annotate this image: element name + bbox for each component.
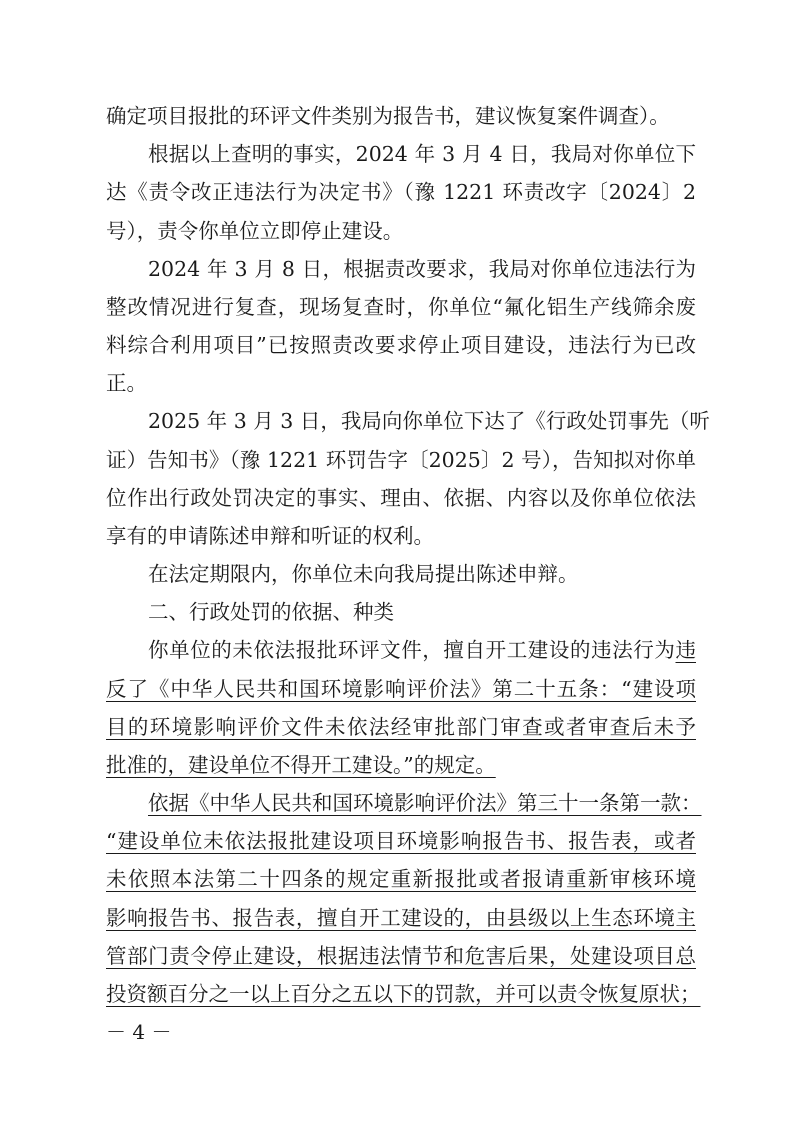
text-line: 整改情况进行复查，现场复查时，你单位“氟化铝生产线筛余废 [106,295,696,319]
text-line [106,862,696,896]
text-line: 2025 年 3 月 3 日，我局向你单位下达了《行政处罚事先（听 [148,409,710,433]
page-number: － 4 － [106,1020,172,1044]
text-line: 享有的申请陈述申辩和听证的权利。 [106,524,434,548]
text-line: 证）告知书》（豫 1221 环罚告字〔2025〕2 号），告知拟对你单 [106,448,696,472]
underlined-text: 反了《中华人民共和国环境影响评价法》第二十五条：“建设项 [106,677,696,701]
underlined-text: 未依照本法第二十四条的规定重新报批或者报请重新审核环境 [106,867,696,891]
text-line: 料综合利用项目”已按照责改要求停止项目建设，违法行为已改 [106,333,696,357]
underlined-text: 管部门责令停止建设，根据违法情节和危害后果，处建设项目总 [106,944,696,968]
text-line [106,824,696,858]
underlined-text: 违 [675,638,696,662]
underlined-text: 依据《中华人民共和国环境影响评价法》第三十一条第一款： [148,791,702,815]
text-line: 根据以上查明的事实，2024 年 3 月 4 日，我局对你单位下 [148,142,696,166]
text-line [106,977,701,1011]
text-line [106,710,696,744]
text-line: 位作出行政处罚决定的事实、理由、依据、内容以及你单位依法 [106,486,696,510]
text-line [106,901,696,935]
text-line [106,672,696,706]
text-line [106,939,696,973]
underlined-text: 批准的，建设单位不得开工建设。”的规定。 [106,753,496,777]
underlined-text: 目的环境影响评价文件未依法经审批部门审查或者审查后未予 [106,715,696,739]
text-line [106,748,696,782]
text-line: 号），责令你单位立即停止建设。 [106,219,404,243]
text-line: 达《责令改正违法行为决定书》（豫 1221 环责改字〔2024〕2 [106,180,696,204]
underlined-text: “建设单位未依法报批建设项目环境影响报告书、报告表，或者 [106,829,696,853]
text-line: 正。 [106,371,147,395]
text-line: 你单位的未依法报批环评文件，擅自开工建设的违法行为违 [148,638,696,662]
underlined-text: 投资额百分之一以上百分之五以下的罚款，并可以责令恢复原状； [106,982,701,1006]
section-heading: 二、行政处罚的依据、种类 [148,600,394,624]
text-line [148,786,702,820]
text-line: 在法定期限内，你单位未向我局提出陈述申辩。 [148,562,579,586]
text-line: 确定项目报批的环评文件类别为报告书，建议恢复案件调查）。 [106,104,670,128]
underlined-text: 影响报告书、报告表，擅自开工建设的，由县级以上生态环境主 [106,906,696,930]
text-line: 2024 年 3 月 8 日，根据责改要求，我局对你单位违法行为 [148,257,696,281]
